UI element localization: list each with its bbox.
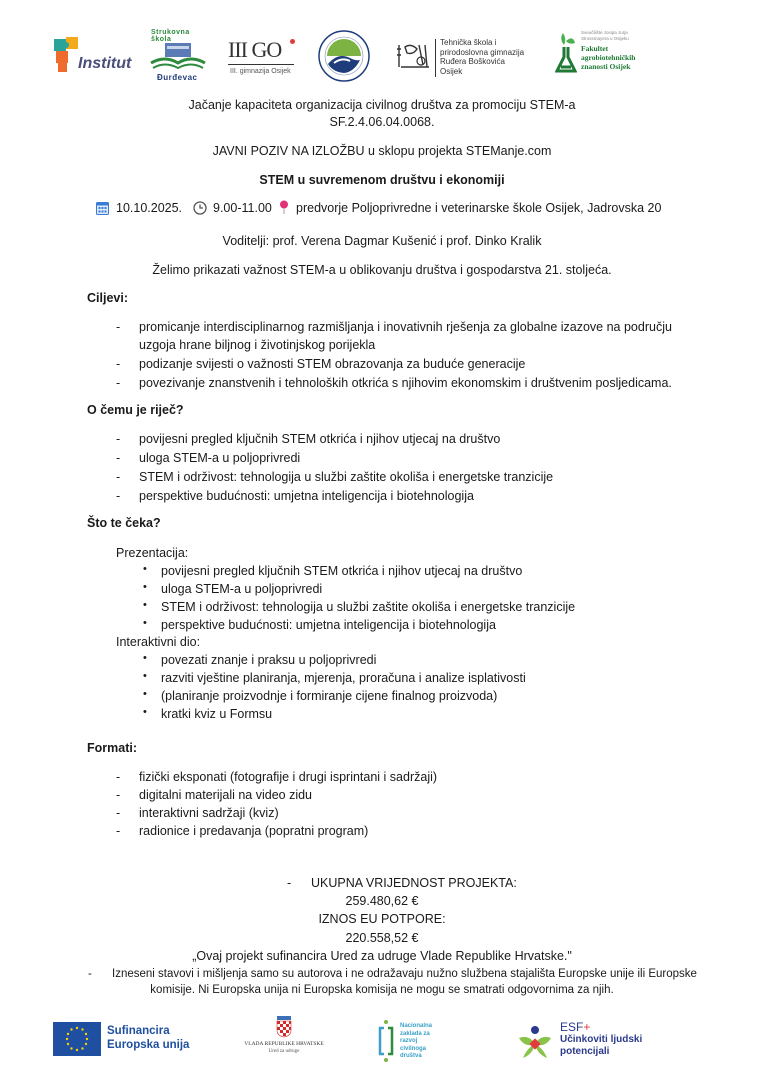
event-aim: Želimo prikazati važnost STEM-a u oblikovanju društva i gospodarstva 21. stoljeća.: [152, 263, 612, 277]
total-value-label: UKUPNA VRIJEDNOST PROJEKTA:: [311, 876, 517, 890]
bullet-marker: •: [143, 670, 147, 682]
vlada-line1: VLADA REPUBLIKE HRVATSKE: [244, 1041, 324, 1047]
bullet-item-text: razviti vještine planiranja, mjerenja, proračuna i analize isplativosti: [161, 671, 526, 685]
institut-text: Institut: [78, 55, 132, 72]
dash-marker: -: [116, 357, 121, 371]
strukovna-arc-text: Strukovna škola: [151, 29, 190, 43]
eu-support-amount: 220.558,52 €: [345, 931, 419, 945]
zaklada-text: [400, 1023, 432, 1061]
list-item-text: perspektive budućnosti: umjetna inteligencija i biotehnologija: [139, 489, 474, 503]
eu-line: Sufinancira: [107, 1025, 170, 1037]
eu-flag-icon: [53, 1022, 101, 1056]
dash-marker: -: [116, 489, 121, 503]
fakultet-small-text: [581, 30, 629, 41]
tehnicka-line: Osijek: [440, 66, 463, 76]
dash-marker: -: [116, 824, 121, 838]
esf-logo: [515, 1020, 655, 1068]
list-item-text: povezivanje znanstvenih i tehnoloških otkrića s njihovim ekonomskim i društvenim posljedicama.: [139, 376, 672, 390]
fakultet-small-line: Strossmayera u Osijeku: [581, 35, 629, 41]
tehnicka-line: Tehnička škola i: [440, 38, 497, 47]
eu-logo: [53, 1022, 193, 1058]
list-item-text: uzgoja hrane biljnog i životinjskog porijekla: [139, 338, 376, 352]
strukovna-logo: [145, 29, 211, 83]
vlada-line2: Ured za udruge: [268, 1049, 300, 1054]
section-heading-o-cemu: O čemu je riječ?: [87, 403, 184, 417]
list-item-text: povijesni pregled ključnih STEM otkrića i njihov utjecaj na društvo: [139, 432, 501, 446]
dash-marker: -: [116, 451, 121, 465]
event-location: predvorje Poljoprivredne i veterinarske škole Osijek, Jadrovska 20: [296, 201, 662, 215]
gimnazija-caption: III. gimnazija Osijek: [230, 68, 291, 75]
institut-logo: [52, 35, 134, 79]
gimnazija-red-dot: [290, 39, 295, 44]
esf-line: potencijali: [560, 1046, 610, 1057]
list-item-text: radionice i predavanja (popratni program): [139, 824, 369, 838]
zaklada-logo: [378, 1018, 458, 1068]
list-item-text: promicanje interdisciplinarnog razmišljanja i inovativnih rješenja za globalne izazove na području: [139, 320, 672, 334]
bullet-item-text: perspektive budućnosti: umjetna inteligencija i biotehnologija: [161, 618, 496, 632]
zaklada-line: civilnoga: [400, 1045, 427, 1052]
section-heading-formati: Formati:: [87, 741, 137, 755]
dash-marker: -: [116, 806, 121, 820]
list-item-text: interaktivni sadržaji (kviz): [139, 806, 279, 820]
zaklada-line: zaklada za: [400, 1030, 430, 1037]
list-item-text: podizanje svijesti o važnosti STEM obrazovanja za buduće generacije: [139, 357, 526, 371]
project-title: Jačanje kapaciteta organizacija civilnog društva za promociju STEM-a: [188, 98, 576, 112]
section-heading-ciljevi: Ciljevi:: [87, 291, 128, 305]
seal-icon: [318, 30, 370, 82]
total-value-row: [0, 876, 764, 892]
school-seal-logo: [318, 30, 370, 82]
project-code: SF.2.4.06.04.0068.: [329, 115, 435, 129]
disclaimer-line: Izneseni stavovi i mišljenja samo su autorova i ne odražavaju nužno službena stajališta Europske unije ili Europske: [112, 968, 697, 980]
dash-marker: -: [88, 968, 92, 980]
book-building-icon: [145, 37, 211, 77]
location-pin-icon: [279, 200, 289, 214]
dash-marker: -: [116, 320, 121, 334]
flask-leaf-icon: [555, 29, 577, 75]
gimnazija-mark: III GO: [228, 37, 282, 62]
bullet-item-text: povijesni pregled ključnih STEM otkrića i njihov utjecaj na društvo: [161, 564, 523, 578]
cofinance-note: „Ovaj projekt sufinancira Ured za udruge Vlade Republike Hrvatske.": [192, 949, 572, 963]
bullet-marker: •: [143, 563, 147, 575]
clock-icon: [193, 201, 207, 215]
zaklada-line: Nacionalna: [400, 1023, 433, 1029]
crest-sketch-icon: [395, 41, 433, 71]
list-item-text: digitalni materijali na video zidu: [139, 788, 313, 802]
eu-text: [107, 1024, 189, 1052]
dash-marker: -: [287, 876, 292, 890]
fakultet-line: Fakultet: [581, 44, 609, 53]
event-time: 9.00-11.00: [213, 201, 272, 215]
croatian-coat-of-arms-icon: [276, 1016, 292, 1038]
bullet-marker: •: [143, 599, 147, 611]
bullet-item-text: (planiranje proizvodnje i formiranje cijene finalnog proizvoda): [161, 689, 498, 703]
bullet-item-text: STEM i održivost: tehnologija u službi zaštite okoliša i energetske tranzicije: [161, 600, 576, 614]
footer-logos: [0, 1012, 764, 1072]
bullet-marker: •: [143, 617, 147, 629]
bullet-item-text: kratki kviz u Formsu: [161, 707, 273, 721]
esf-flower-icon: [515, 1024, 555, 1064]
event-date: 10.10.2025.: [116, 201, 183, 215]
fakultet-line: znanosti Osijek: [581, 62, 631, 71]
esf-line: Učinkoviti ljudski: [560, 1034, 643, 1045]
fakultet-small-line: Sveučilište Josipa Jurja: [581, 30, 628, 35]
public-call: JAVNI POZIV NA IZLOŽBU u sklopu projekta STEManje.com: [212, 144, 552, 158]
dash-marker: -: [116, 376, 121, 390]
bullet-marker: •: [143, 688, 147, 700]
zaklada-line: razvoj: [400, 1038, 418, 1045]
vlada-logo: [238, 1016, 330, 1064]
interaktivni-label: Interaktivni dio:: [116, 635, 201, 649]
dash-marker: -: [116, 432, 121, 446]
gimnazija-logo: [228, 37, 300, 81]
esf-mark: ESF+: [560, 1020, 591, 1034]
dash-marker: -: [116, 770, 121, 784]
bullet-item-text: povezati znanje i praksu u poljoprivredi: [161, 653, 377, 667]
dash-marker: -: [116, 470, 121, 484]
disclaimer-line: komisije. Ni Europska unija ni Europska komisija ne mogu se smatrati odgovornima za njih.: [150, 984, 614, 996]
fakultet-line: agrobiotehničkih: [581, 53, 636, 62]
tehnicka-logo: [395, 37, 525, 81]
fakultet-logo: [555, 29, 655, 81]
bullet-item-text: uloga STEM-a u poljoprivredi: [161, 582, 323, 596]
list-item-text: fizički eksponati (fotografije i drugi isprintani i sadržaji): [139, 770, 438, 784]
header-logos: [0, 25, 764, 85]
zaklada-line: društva: [400, 1053, 422, 1060]
tehnicka-line: prirodoslovna gimnazija: [440, 47, 525, 57]
bullet-marker: •: [143, 706, 147, 718]
section-heading-sto-te-ceka: Što te čeka?: [87, 516, 161, 530]
bracket-icon: [378, 1020, 394, 1064]
event-title: STEM u suvremenom društvu i ekonomiji: [259, 173, 505, 187]
disclaimer: [0, 968, 764, 1002]
tehnicka-line: Ruđera Boškovića: [440, 57, 505, 66]
strukovna-bottom-text: Đurđevac: [157, 73, 198, 82]
list-item-text: uloga STEM-a u poljoprivredi: [139, 451, 301, 465]
dash-marker: -: [116, 788, 121, 802]
tehnicka-text: [440, 38, 524, 76]
tehnicka-divider: [435, 39, 436, 77]
eu-support-label: IZNOS EU POTPORE:: [318, 912, 446, 926]
total-value-amount: 259.480,62 €: [345, 894, 419, 908]
event-leaders: Voditelji: prof. Verena Dagmar Kušenić i prof. Dinko Kralik: [222, 234, 542, 248]
esf-text: [560, 1034, 642, 1058]
fakultet-name: [581, 44, 635, 71]
bullet-marker: •: [143, 581, 147, 593]
bullet-marker: •: [143, 652, 147, 664]
list-item-text: STEM i održivost: tehnologija u službi zaštite okoliša i energetske tranzicije: [139, 470, 554, 484]
esf-plus: +: [583, 1020, 591, 1034]
eu-line: Europska unija: [107, 1039, 190, 1051]
prezentacija-label: Prezentacija:: [116, 546, 189, 560]
gimnazija-rule: [228, 64, 294, 65]
calendar-icon: [96, 202, 109, 215]
